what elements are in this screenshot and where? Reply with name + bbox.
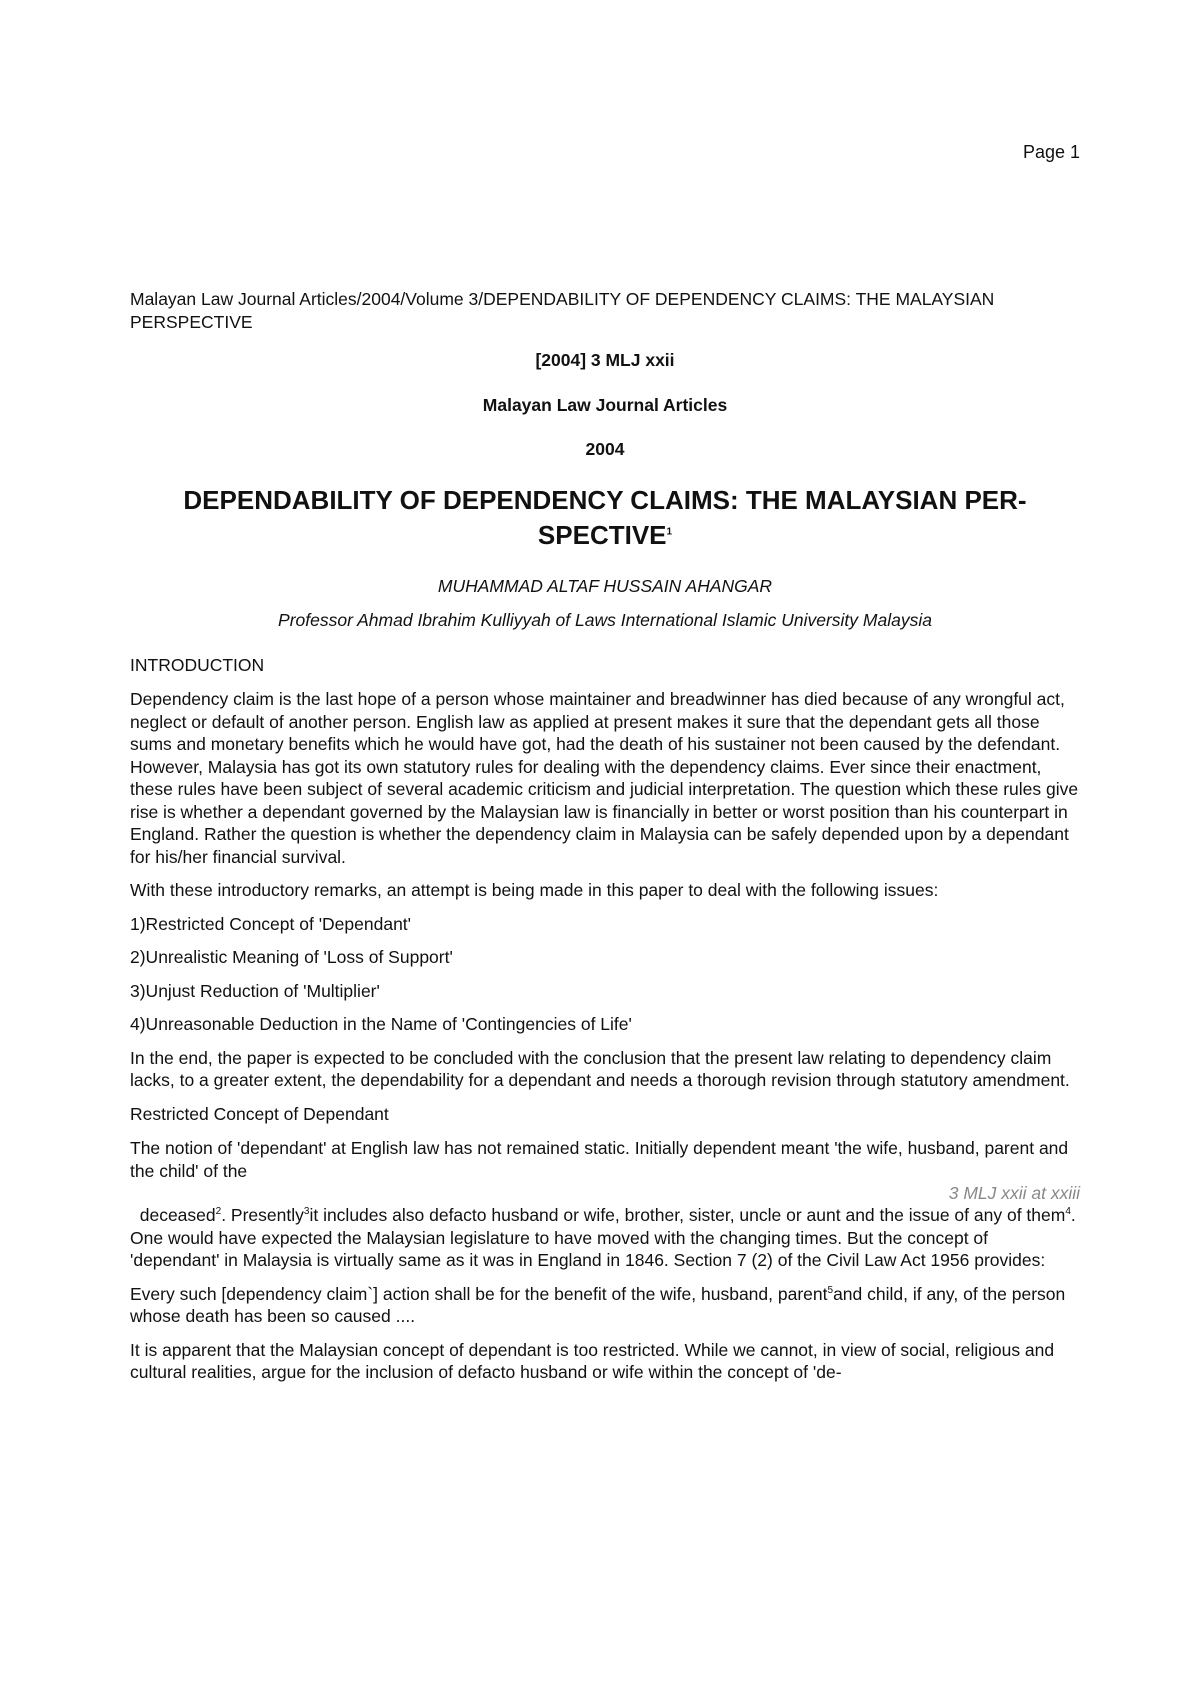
section-heading: Restricted Concept of Dependant [130, 1103, 389, 1124]
intro-paragraph: Dependency claim is the last hope of a person whose maintainer and breadwinner has died because of any wrongful act, neglect or default of another person. English law as applied at present makes it sure that the dependant gets all those sums and monetary benefits which he would have got, had the death of his sustainer not been caused by the defendant. However, Malaysia has got its own statutory rules for dealing with the dependency claims. Ever since their enactment, these rules have been subject of several academic criticism and judicial interpretation. The question which these rules give rise is whether a dependant governed by the Malaysian law is financially in better or worst position than his counterpart in England. Rather the question is whether the dependency claim in Malaysia can be safely depended upon by a dependant for his/her financial survival. [130, 689, 1079, 867]
paragraph-text: and child, if any, of the person whose death has been so caused .... [130, 1283, 1066, 1326]
section-paragraph-1: The notion of 'dependant' at English law has not remained static. Initially dependent meant 'the wife, husband, parent and the child' of the [130, 1138, 1069, 1181]
footnote-ref: 2 [215, 1206, 222, 1218]
final-paragraph: It is apparent that the Malaysian concept of dependant is too restricted. While we cannot, in view of social, religious and cultural realities, argue for the inclusion of defacto husband or wife within the concept of 'de- [130, 1339, 1055, 1382]
section-paragraph-2 [130, 1204, 1080, 1272]
footnote-ref: 1 [666, 525, 673, 537]
author-name: MUHAMMAD ALTAF HUSSAIN AHANGAR [437, 575, 773, 596]
footnote-ref: 3 [303, 1206, 310, 1218]
paragraph-text: it includes also defacto husband or wife, brother, sister, uncle or aunt and the issue of any of them [309, 1205, 1066, 1225]
list-item: 1)Restricted Concept of 'Dependant' [130, 913, 412, 934]
journal-name: Malayan Law Journal Articles [482, 394, 728, 415]
article-title-text: DEPENDABILITY OF DEPENDENCY CLAIMS: THE MALAYSIAN PER-SPECTIVE [183, 484, 1027, 550]
issues-list [130, 913, 1080, 1036]
citation: [2004] 3 MLJ xxii [535, 350, 675, 370]
page-number: Page 1 [1022, 142, 1080, 162]
list-item: 4)Unreasonable Deduction in the Name of 'Contingencies of Life' [130, 1014, 632, 1034]
document-body [130, 288, 1080, 1395]
issues-intro-paragraph: With these introductory remarks, an attempt is being made in this paper to deal with the following issues: [130, 880, 939, 900]
intro-heading: INTRODUCTION [130, 654, 265, 675]
paragraph-text: Every such [dependency claim`] action shall be for the benefit of the wife, husband, parent [130, 1283, 828, 1304]
list-item: 3)Unjust Reduction of 'Multiplier' [130, 980, 380, 1001]
article-title [130, 483, 1080, 553]
paragraph-text: deceased [139, 1205, 216, 1225]
paragraph-text: . Presently [221, 1205, 304, 1225]
quote-paragraph [130, 1283, 1080, 1328]
publication-year: 2004 [585, 439, 625, 459]
page-marker: 3 MLJ xxii at xxiii [948, 1183, 1080, 1203]
author-affiliation: Professor Ahmad Ibrahim Kulliyyah of Laws International Islamic University Malaysia [278, 610, 932, 630]
paragraph-text: . One would have expected the Malaysian legislature to have moved with the changing times. But the concept of 'dependant' in Malaysia is virtually same as it was in England in 1846. Section 7 (2) of the Civil Law Act 1956 provides: [130, 1205, 1076, 1270]
conclusion-paragraph: In the end, the paper is expected to be concluded with the conclusion that the present law relating to dependency claim lacks, to a greater extent, the dependability for a dependant and needs a thorough revision through statutory amendment. [130, 1047, 1070, 1090]
breadcrumb: Malayan Law Journal Articles/2004/Volume 3/DEPENDABILITY OF DEPENDENCY CLAIMS: THE MALAYSIAN PERSPECTIVE [130, 289, 995, 332]
footnote-ref: 5 [827, 1284, 834, 1296]
list-item: 2)Unrealistic Meaning of 'Loss of Support' [130, 947, 453, 967]
footnote-ref: 4 [1065, 1206, 1071, 1218]
